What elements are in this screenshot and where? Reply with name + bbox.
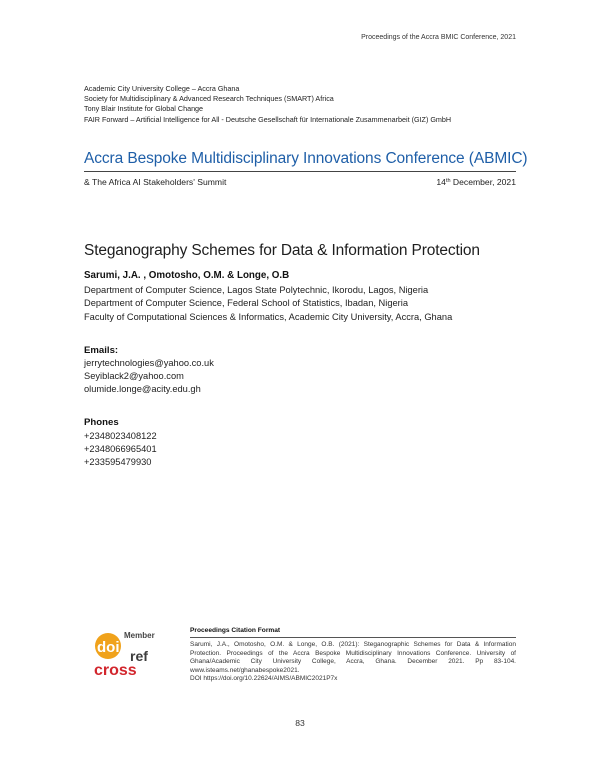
conference-subline	[84, 177, 516, 187]
affiliation-line: Society for Multidisciplinary & Advanced Research Techniques (SMART) Africa	[84, 94, 334, 104]
conference-date: 14th December, 2021	[436, 177, 516, 187]
cross-logo-text: cross	[94, 662, 137, 679]
department-line: Department of Computer Science, Federal School of Statistics, Ibadan, Nigeria	[84, 298, 409, 309]
phone-item: +2348066965401	[84, 443, 157, 454]
paper-authors: Sarumi, J.A. , Omotosho, O.M. & Longe, O.B	[84, 270, 290, 281]
affiliation-line: FAIR Forward – Artificial Intelligence for All - Deutsche Gesellschaft für Internationale Zusammenarbeit (GIZ) GmbH	[84, 114, 452, 124]
crossref-member-logo-icon	[94, 626, 186, 684]
page-number: 83	[295, 718, 305, 728]
phones-list	[84, 430, 157, 468]
citation-doi-link[interactable]: DOI https://doi.org/10.22624/AIMS/ABMIC2021P7x	[190, 675, 338, 683]
emails-heading: Emails:	[84, 345, 119, 356]
citation-divider	[190, 637, 516, 638]
affiliations-block	[84, 84, 451, 125]
author-departments	[84, 284, 452, 324]
email-item[interactable]: Seyiblack2@yahoo.com	[84, 370, 184, 381]
conference-subtitle: & The Africa AI Stakeholders' Summit	[84, 177, 227, 187]
conference-title: Accra Bespoke Multidisciplinary Innovations Conference (ABMIC)	[84, 150, 528, 167]
phone-item: +233595479930	[84, 456, 152, 467]
affiliation-line: Tony Blair Institute for Global Change	[84, 104, 204, 114]
ref-logo-text: ref	[130, 648, 148, 664]
department-line: Faculty of Computational Sciences & Informatics, Academic City University, Accra, Ghana	[84, 311, 453, 322]
doi-logo-text: doi	[97, 639, 120, 656]
running-head: Proceedings of the Accra BMIC Conference, 2021	[361, 34, 516, 41]
member-logo-text: Member	[124, 631, 155, 640]
emails-list	[84, 357, 214, 395]
department-line: Department of Computer Science, Lagos State Polytechnic, Ikorodu, Lagos, Nigeria	[84, 285, 429, 295]
citation-text	[190, 641, 516, 684]
citation-heading: Proceedings Citation Format	[190, 627, 281, 634]
email-item[interactable]: olumide.longe@acity.edu.gh	[84, 383, 201, 394]
header-divider	[84, 171, 516, 172]
citation-body: Sarumi, J.A., Omotosho, O.M. & Longe, O.B. (2021): Steganographic Schemes for Data & Information Protection. Proceedings of the Accra Bespoke Multidisciplinary Innovations Conference. University of Ghana/Academic City University College, Accra, Ghana. December 2021. Pp 83-104. www.isteams.net/ghanabespoke2021.	[190, 641, 516, 674]
paper-title: Steganography Schemes for Data & Information Protection	[84, 242, 480, 259]
affiliation-line: Academic City University College – Accra Ghana	[84, 84, 240, 93]
phone-item: +2348023408122	[84, 431, 157, 441]
email-item[interactable]: jerrytechnologies@yahoo.co.uk	[84, 358, 214, 368]
phones-heading: Phones	[84, 417, 119, 428]
